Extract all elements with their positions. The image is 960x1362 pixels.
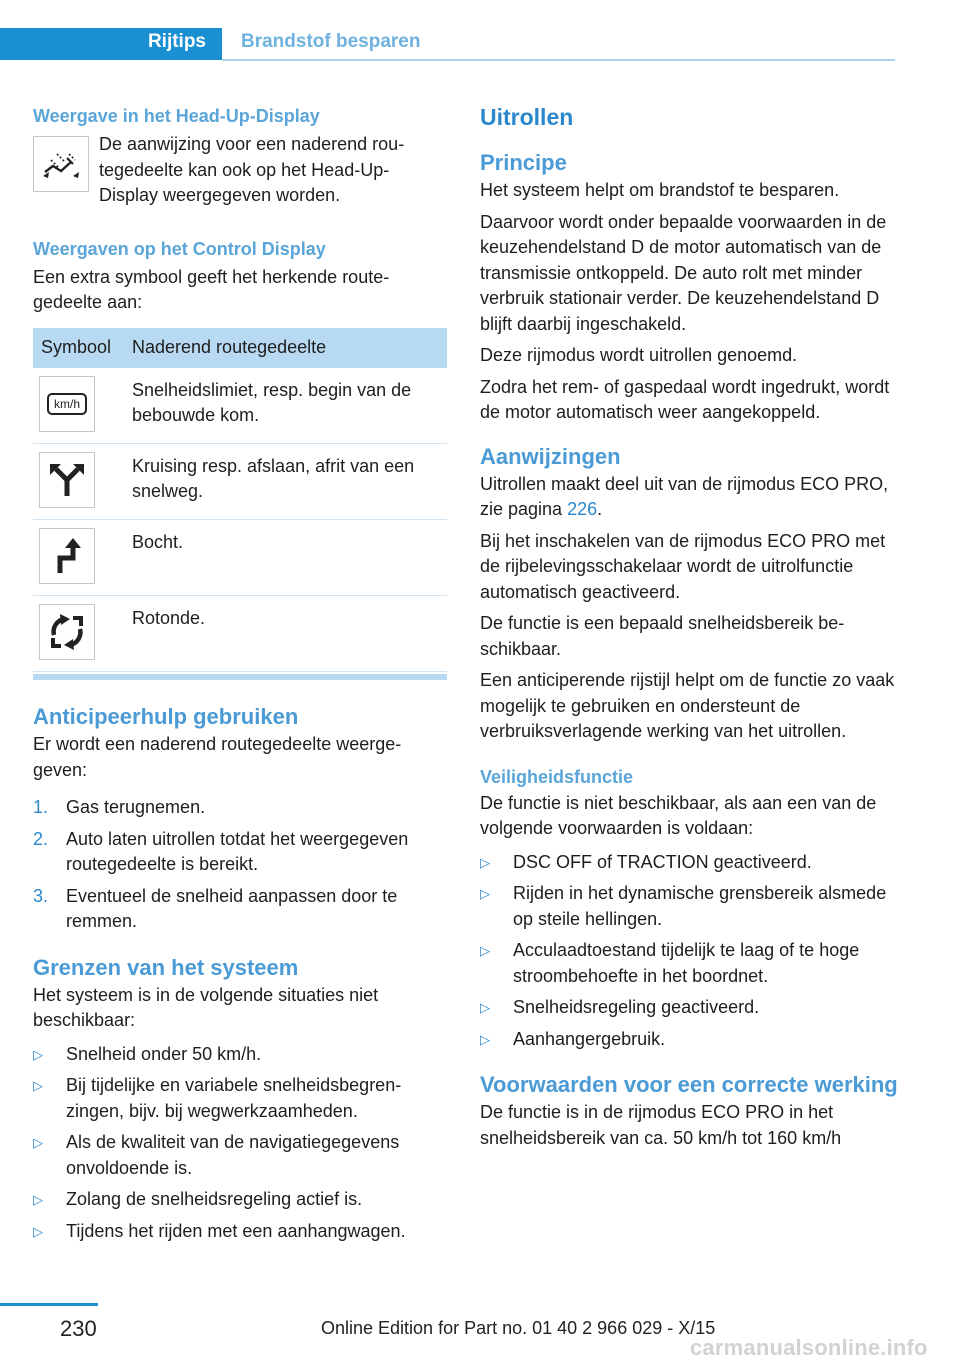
watermark: carmanualsonline.info — [690, 1335, 928, 1360]
hud-text: De aanwijzing voor een naderend routegedeelte kan ook op het Head-Up-Display weergegeven worden. — [99, 134, 405, 205]
bend-icon — [39, 528, 95, 584]
table-row — [33, 520, 447, 596]
list-item — [33, 1042, 447, 1068]
junction-icon — [39, 452, 95, 508]
table-header-symbol: Symbool — [33, 328, 132, 368]
header-rule — [222, 59, 895, 61]
list-item — [33, 827, 447, 878]
chapter-tab-label: Rijtips — [147, 31, 206, 52]
list-item — [33, 884, 447, 935]
hud-heading: Weergave in het Head-Up-Display — [33, 106, 320, 126]
triangle-bullet-icon: ▷ — [33, 1046, 43, 1062]
page-reference-link[interactable]: 226 — [567, 499, 598, 519]
symbol-table — [33, 328, 447, 673]
triangle-bullet-icon: ▷ — [33, 1223, 43, 1239]
table-row — [33, 596, 447, 672]
step-text: Gas terugnemen. — [66, 797, 206, 817]
triangle-bullet-icon: ▷ — [480, 1000, 490, 1015]
right-column — [480, 100, 898, 1157]
roundabout-icon — [39, 604, 95, 660]
triangle-bullet-icon: ▷ — [33, 1078, 43, 1093]
notes-para — [480, 472, 898, 523]
page-number: 230 — [60, 1316, 97, 1341]
safety-heading: Veiligheidsfunctie — [480, 766, 634, 787]
triangle-bullet-icon: ▷ — [480, 943, 490, 958]
control-display-text: Een extra symbool geeft het herkende routegedeelte aan: — [33, 266, 390, 312]
rollout-title: Uitrollen — [480, 104, 574, 130]
principle-para: Daarvoor wordt onder bepaalde voorwaarden in de keuzehendelstand D de motor automatisch van de transmissie ontkoppeld. De auto rolt met minder verbruik stationair verder. De keuzehendelstand D blijft daarbij ingeschakeld. — [480, 211, 887, 334]
list-item-text: DSC OFF of TRACTION geactiveerd. — [513, 851, 812, 872]
notes-para: Een anticiperende rijstijl helpt om de functie zo vaak mogelijk te gebruiken en ondersteunt de verbruiksverlagende werking van het uitrollen. — [480, 670, 895, 741]
principle-para: Het systeem helpt om brandstof te besparen. — [480, 180, 840, 200]
page-header — [0, 28, 895, 62]
table-cell-text: Bocht. — [132, 520, 447, 596]
control-display-heading: Weergaven op het Control Display — [33, 238, 326, 259]
safety-list — [480, 850, 898, 1053]
list-item — [480, 995, 898, 1021]
safety-intro: De functie is niet beschikbaar, als aan een van de volgende voorwaarden is voldaan: — [480, 792, 877, 838]
list-item-text: Zolang de snelheidsregeling actief is. — [66, 1189, 363, 1209]
notes-heading: Aanwijzingen — [480, 443, 621, 469]
list-item — [33, 795, 447, 821]
table-cell-icon — [33, 520, 132, 596]
list-item-text: Tijdens het rijden met een aanhangwagen. — [66, 1220, 406, 1241]
table-header-route: Naderend routegedeelte — [132, 328, 447, 368]
triangle-bullet-icon: ▷ — [480, 854, 490, 870]
principle-para: Zodra het rem- of gaspedaal wordt ingedrukt, wordt de motor automatisch weer aangekoppeld. — [480, 376, 890, 422]
principle-para: Deze rijmodus wordt uitrollen genoemd. — [480, 345, 798, 365]
hud-approach-icon — [33, 136, 89, 192]
list-item — [33, 1219, 447, 1245]
notes-para: De functie is een bepaald snelheidsbereik beschikbaar. — [480, 613, 845, 659]
table-row — [33, 368, 447, 444]
table-cell-icon — [33, 368, 132, 444]
notes-para: Bij het inschakelen van de rijmodus ECO PRO met de rijbelevingsschakelaar wordt de uitrolfunctie automatisch geactiveerd. — [480, 530, 886, 602]
limits-list — [33, 1042, 447, 1245]
notes-para-text: Uitrollen maakt deel uit van de rijmodus ECO PRO, zie pagina — [480, 473, 889, 519]
list-item-text: Snelheid onder 50 km/h. — [66, 1043, 262, 1064]
speed-limit-sign: km/h — [47, 393, 87, 415]
table-cell-text: Snelheidslimiet, resp. begin van de bebouwde kom. — [132, 368, 447, 444]
chapter-tab[interactable] — [0, 28, 222, 60]
step-number: 3. — [33, 885, 49, 906]
section-title: Brandstof besparen — [241, 31, 421, 52]
anticipation-heading: Anticipeerhulp gebruiken — [33, 704, 299, 729]
edition-note: Online Edition for Part no. 01 40 2 966 029 - X/15 — [321, 1318, 716, 1338]
list-item-text: Bij tijdelijke en variabele snelheidsbegrenzingen, bijv. bij wegwerkzaamheden. — [66, 1075, 402, 1121]
triangle-bullet-icon: ▷ — [480, 1031, 490, 1047]
conditions-text: De functie is in de rijmodus ECO PRO in het snelheidsbereik van ca. 50 km/h tot 160 km/h — [480, 1102, 842, 1148]
triangle-bullet-icon: ▷ — [33, 1192, 43, 1207]
left-column — [33, 100, 447, 1250]
principle-heading: Principe — [480, 150, 567, 175]
list-item — [480, 1027, 898, 1053]
table-row — [33, 444, 447, 520]
footer-rule — [0, 1303, 98, 1306]
table-cell-text: Kruising resp. afslaan, afrit van een snelweg. — [132, 444, 447, 520]
table-header-row — [33, 328, 447, 368]
anticipation-steps — [33, 795, 447, 935]
list-item — [480, 850, 898, 876]
step-number: 2. — [33, 828, 49, 849]
list-item-text: Snelheidsregeling geactiveerd. — [513, 997, 760, 1017]
anticipation-intro: Er wordt een naderend routegedeelte weergegeven: — [33, 734, 402, 780]
triangle-bullet-icon: ▷ — [33, 1135, 43, 1150]
limits-heading: Grenzen van het systeem — [33, 954, 299, 980]
step-text: Eventueel de snelheid aanpassen door te remmen. — [66, 885, 398, 931]
conditions-heading: Voorwaarden voor een correcte werking — [480, 1072, 898, 1097]
list-item-text: Als de kwaliteit van de navigatiegegevens onvoldoende is. — [66, 1132, 400, 1178]
step-text: Auto laten uitrollen totdat het weergegeven routegedeelte is bereikt. — [66, 828, 409, 874]
list-item — [480, 938, 898, 989]
notes-para-end: . — [597, 499, 603, 519]
table-cell-icon — [33, 596, 132, 672]
list-item-text: Acculaadtoestand tijdelijk te laag of te hoge stroombehoefte in het boordnet. — [513, 940, 860, 986]
list-item-text: Aanhangergebruik. — [513, 1028, 666, 1049]
step-number: 1. — [33, 797, 49, 817]
limits-intro: Het systeem is in de volgende situaties niet beschikbaar: — [33, 984, 379, 1030]
list-item-text: Rijden in het dynamische grensbereik alsmede op steile hellingen. — [513, 883, 887, 929]
table-cell-text: Rotonde. — [132, 596, 447, 672]
table-cell-icon — [33, 444, 132, 520]
table-bottom-rule — [33, 674, 447, 680]
list-item — [480, 881, 898, 932]
speed-limit-icon — [39, 376, 95, 432]
triangle-bullet-icon: ▷ — [480, 886, 490, 901]
list-item — [33, 1130, 447, 1181]
hud-block — [33, 132, 447, 209]
list-item — [33, 1073, 447, 1124]
list-item — [33, 1187, 447, 1213]
